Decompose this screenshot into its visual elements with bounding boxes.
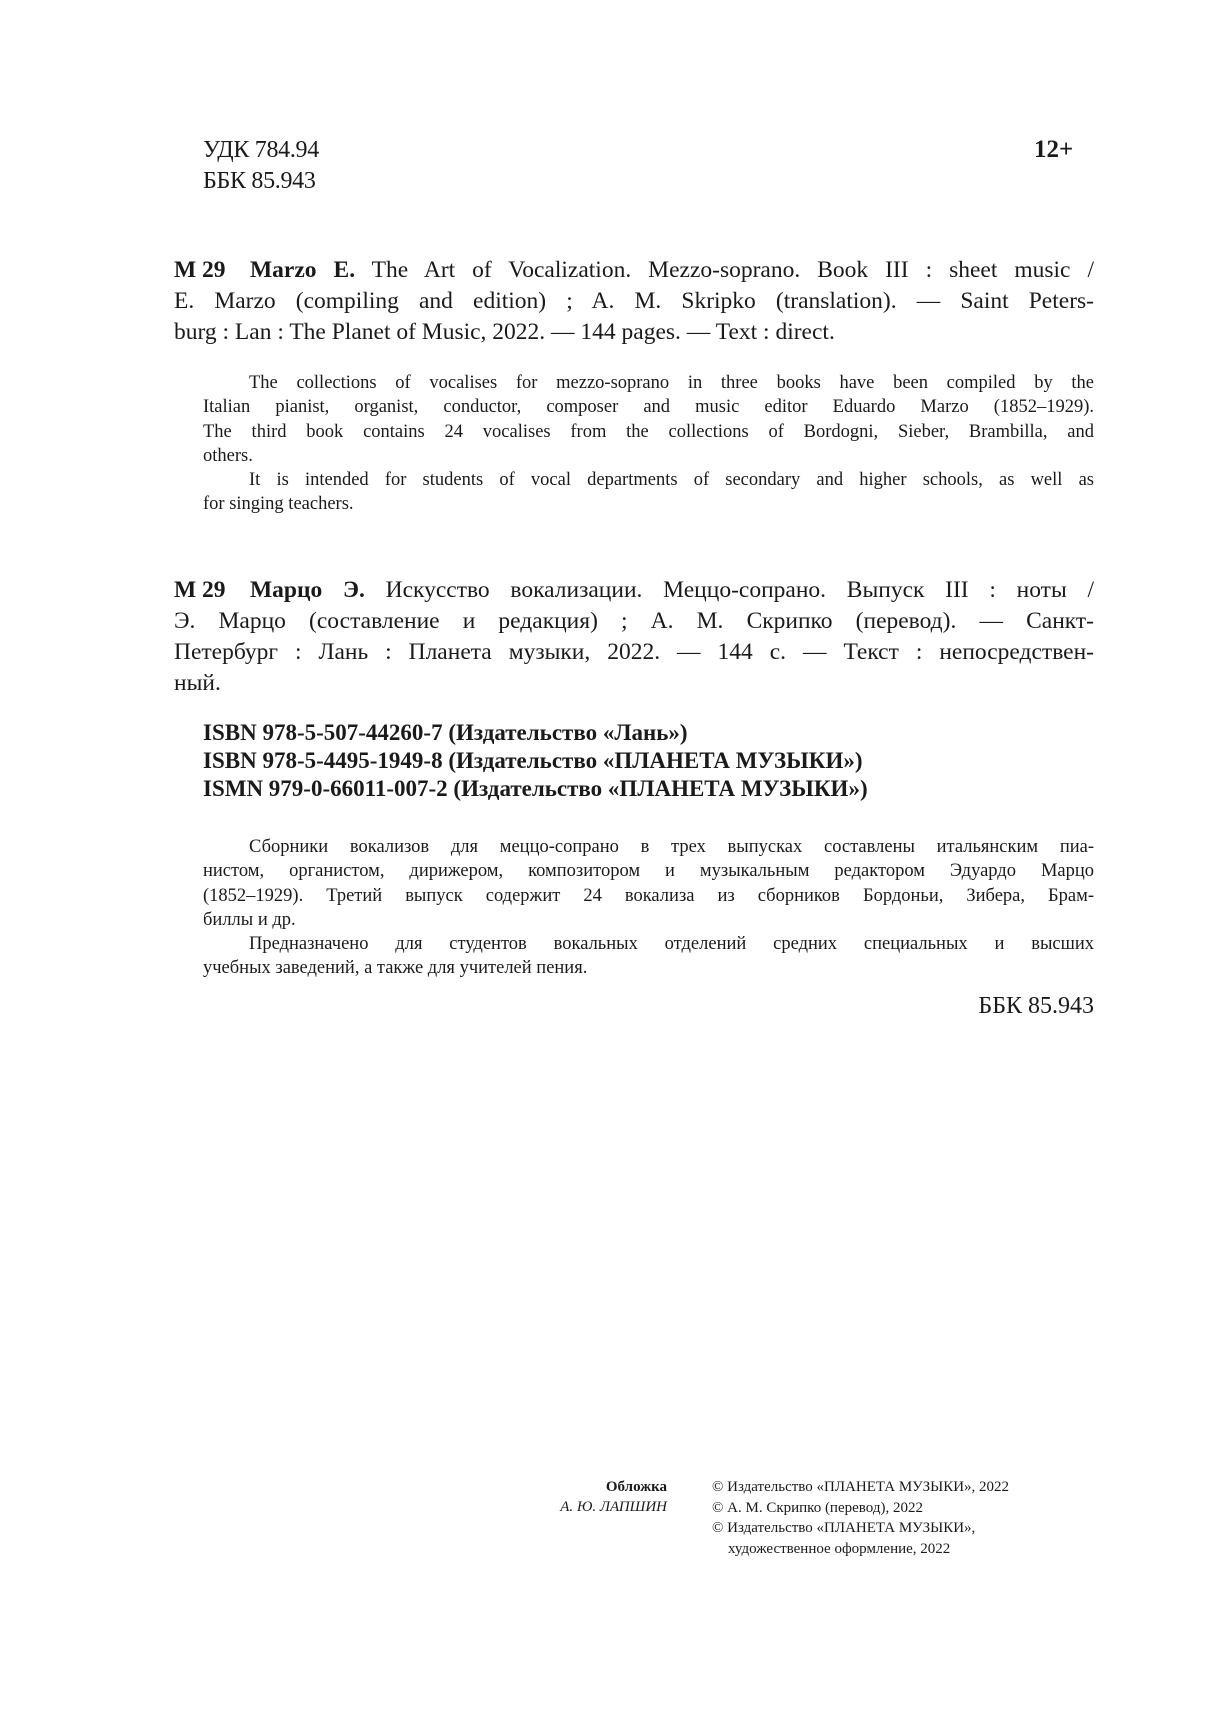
entry-line: Марцо Э. Искусство вокализации. Меццо-сопрано. Выпуск III : ноты / <box>250 577 1095 603</box>
entry-code: М 29 <box>174 577 226 603</box>
abstract-line: Предназначено для студентов вокальных отделений средних специальных и высших <box>249 934 1094 955</box>
isbn-planeta: ISBN 978-5-4495-1949-8 (Издательство «ПЛАНЕТА МУЗЫКИ») <box>203 748 863 773</box>
entry-line: burg : Lan : The Planet of Music, 2022. — 144 pages. — Text : direct. <box>174 319 835 345</box>
copyright-block <box>712 1477 1009 1559</box>
abstract-line: Сборники вокализов для меццо-сопрано в трех выпусках составлены итальянским пиа- <box>249 837 1094 857</box>
age-rating: 12+ <box>1034 136 1074 163</box>
copyright-line: © Издательство «ПЛАНЕТА МУЗЫКИ», 2022 <box>712 1479 1010 1495</box>
udk-code: УДК 784.94 <box>203 137 319 163</box>
abstract-line: Italian pianist, organist, conductor, composer and music editor Eduardo Marzo (1852–1929). <box>203 397 1094 418</box>
abstract-line: биллы и др. <box>203 909 296 930</box>
ismn-planeta: ISMN 979-0-66011-007-2 (Издательство «ПЛАНЕТА МУЗЫКИ») <box>203 776 868 801</box>
cover-credit <box>480 1477 667 1517</box>
entry-line: Э. Марцо (составление и редакция) ; А. М. Скрипко (перевод). — Санкт- <box>174 608 1094 634</box>
cover-credit-heading: Обложка <box>605 1479 667 1495</box>
english-abstract <box>203 371 1094 517</box>
abstract-line: It is intended for students of vocal departments of secondary and higher schools, as well as <box>249 470 1094 491</box>
entry-author: Marzo E. <box>250 257 356 283</box>
abstract-line: (1852–1929). Третий выпуск содержит 24 вокализа из сборников Бордоньи, Зибера, Брам- <box>203 885 1094 906</box>
entry-line: Петербург : Лань : Планета музыки, 2022. — 144 с. — Текст : непосредствен- <box>174 639 1094 665</box>
abstract-line: for singing teachers. <box>203 494 354 515</box>
entry-author: Марцо Э. <box>250 577 365 603</box>
russian-bibliographic-entry <box>174 575 1094 699</box>
abstract-line: учебных заведений, а также для учителей пения. <box>203 958 588 979</box>
abstract-line: The third book contains 24 vocalises from the collections of Bordogni, Sieber, Brambilla, and <box>203 421 1094 442</box>
entry-line: ный. <box>174 670 221 696</box>
entry-line: Marzo E. The Art of Vocalization. Mezzo-soprano. Book III : sheet music / <box>250 257 1094 283</box>
abstract-line: others. <box>203 445 253 466</box>
copyright-line: художественное оформление, 2022 <box>728 1540 951 1557</box>
entry-line: E. Marzo (compiling and edition) ; A. M. Skripko (translation). — Saint Peters- <box>174 288 1094 314</box>
abstract-line: нистом, органистом, дирижером, композитором и музыкальным редактором Эдуардо Марцо <box>203 861 1094 882</box>
english-bibliographic-entry <box>174 255 1094 348</box>
entry-code: М 29 <box>174 257 226 283</box>
bbk-code-bottom: ББК 85.943 <box>978 993 1094 1019</box>
abstract-line: The collections of vocalises for mezzo-soprano in three books have been compiled by the <box>249 373 1094 393</box>
copyright-line: © А. М. Скрипко (перевод), 2022 <box>712 1499 923 1516</box>
russian-abstract <box>203 835 1094 981</box>
cover-artist-name: А. Ю. ЛАПШИН <box>560 1499 667 1515</box>
copyright-line: © Издательство «ПЛАНЕТА МУЗЫКИ», <box>712 1520 976 1536</box>
identifiers-block <box>203 719 868 803</box>
isbn-lan: ISBN 978-5-507-44260-7 (Издательство «Лань») <box>203 720 688 745</box>
bbk-code: ББК 85.943 <box>203 168 316 194</box>
